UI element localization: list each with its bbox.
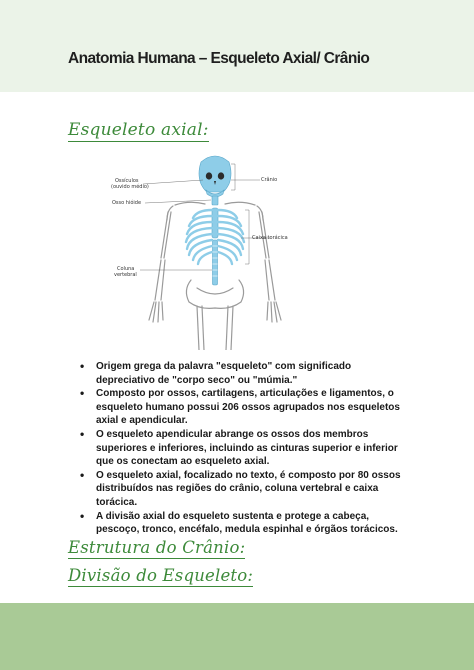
right-hand	[267, 302, 281, 322]
left-clavicle	[175, 202, 205, 205]
cervical-spine	[212, 196, 218, 205]
header-band	[0, 0, 474, 92]
vertebral-column	[213, 240, 218, 285]
left-forearm	[155, 260, 161, 300]
list-item: • A divisão axial do esqueleto sustenta e protege a cabeça, pescoço, tronco, encéfalo, medula espinhal e órgãos torácicos.	[78, 510, 408, 537]
label-spine: Coluna	[117, 266, 135, 272]
ossicles-leader	[143, 180, 203, 184]
cranium	[199, 156, 231, 192]
list-item: • O esqueleto axial, focalizado no texto, é composto por 80 ossos distribuídos nas regiões do crânio, coluna vertebral e caixa torácica.	[78, 469, 408, 510]
section-heading-cranium-structure: Estrutura do Crânio:	[68, 538, 246, 557]
left-hand	[149, 302, 163, 322]
right-femur	[231, 306, 233, 350]
list-item: • Origem grega da palavra "esqueleto" com significado depreciativo de "corpo seco" ou "múmia."	[78, 360, 408, 387]
axial-skeleton-figure	[105, 150, 315, 350]
label-ossicles: Ossículos	[115, 178, 139, 184]
right-orbit	[218, 172, 224, 179]
section-heading-axial-skeleton: Esqueleto axial:	[68, 120, 209, 140]
document-title: Anatomia Humana – Esqueleto Axial/ Crânio	[68, 50, 370, 67]
right-clavicle	[225, 202, 255, 205]
label-thoracic-cage: Caixa torácica	[252, 235, 288, 241]
list-item: • Composto por ossos, cartilagens, articulações e ligamentos, o esqueleto humano possui 206 ossos agrupados nos esqueletos axial e apendicular.	[78, 387, 408, 428]
footer-band	[0, 603, 474, 670]
right-forearm	[269, 260, 275, 300]
bullet-list	[78, 360, 408, 537]
left-femur	[197, 306, 199, 350]
left-orbit	[206, 172, 212, 179]
label-spine-sub: vertebral	[114, 272, 137, 278]
list-item: • O esqueleto apendicular abrange os ossos dos membros superiores e inferiores, incluindo as cinturas superior e inferior que os conectam ao esqueleto axial.	[78, 428, 408, 469]
label-hyoid: Osso hióide	[112, 200, 142, 206]
label-ossicles-sub: (ouvido médio)	[111, 184, 149, 190]
label-cranium: Crânio	[261, 177, 278, 183]
section-heading-skeleton-division: Divisão do Esqueleto:	[68, 566, 254, 585]
